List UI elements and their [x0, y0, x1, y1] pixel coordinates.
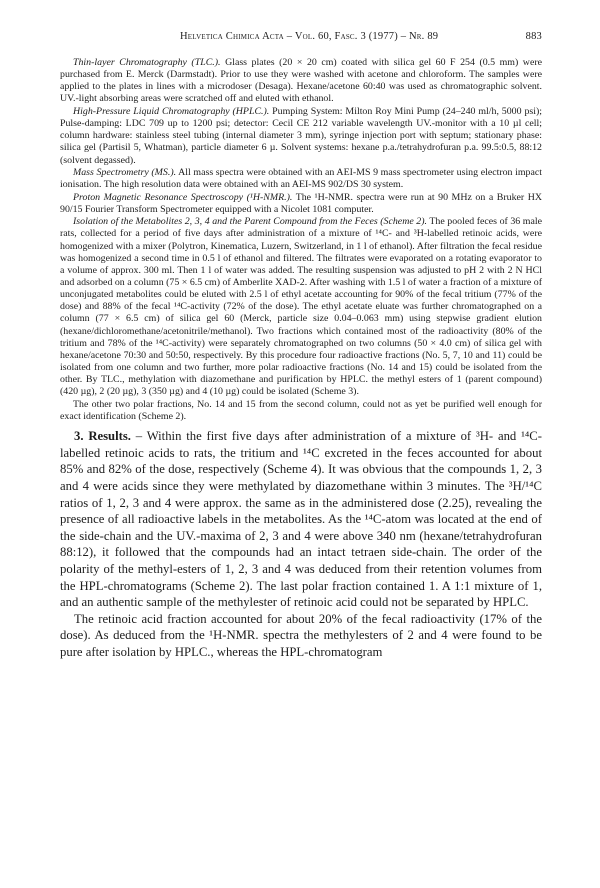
method-heading: High-Pressure Liquid Chromatography (HPLC.). [73, 105, 270, 117]
method-heading: Proton Magnetic Resonance Spectroscopy (¹H-NMR.). [73, 191, 293, 203]
method-heading: Mass Spectrometry (MS.). [73, 167, 177, 178]
method-text: All mass spectra were obtained with an AEI-MS 9 mass spectrometer using electron impact ionisation. The high resolution data were obtained with an AEI-MS 902/DS 30 system. [60, 167, 542, 191]
page-header [60, 31, 542, 45]
results-section [60, 428, 542, 660]
method-heading: Thin-layer Chromatography (TLC.). [73, 57, 221, 68]
results-text: The retinoic acid fraction accounted for about 20% of the fecal radioactivity (17% of the dose). As deduced from the ¹H-NMR. spectra the methylesters of 2 and 4 were found to be pure after isolation by HPLC., whereas the HPL-chromatogram [60, 611, 542, 659]
experimental-methods [60, 57, 542, 423]
method-paragraph-nmr [60, 192, 542, 216]
results-paragraph [60, 428, 542, 611]
method-paragraph-tlc [60, 57, 542, 106]
results-paragraph-retinoic-fraction [60, 611, 542, 661]
running-head: Helvetica Chimica Acta – Vol. 60, Fasc. 3 (1977) – Nr. 89 [180, 31, 439, 42]
method-text: The ¹H-NMR. spectra were run at 90 MHz on a Bruker HX 90/15 Fourier Transform Spectrometer equipped with a Nicolet 1081 computer. [60, 191, 542, 215]
method-paragraph-ms [60, 167, 542, 191]
section-heading: 3. Results. [74, 429, 131, 444]
method-text: The pooled feces of 36 male rats, collected for a period of five days after administration of a mixture of ¹⁴C- and ³H-labelled retinoic acids, were homogenized with a mixer (Polytron, Kinematica, Luzern, Switzerland, in 1 l of ethanol). After filtration the fecal residue was homogenized a second time in 0.5 l of ethanol and filtered. The filtrates were evaporated on a rotating evaporator to a volume of approx. 300 ml. Then 1 l of water was added. The resulting suspension was adjusted to pH 2 with 2 N HCl and adsorbed on a column (75 × 6.5 cm) of Amberlite XAD-2. After washing with 1.5 l of water a fraction of a mixture of unconjugated metabolites could be eluted with 2.5 l of ethyl acetate accounting for 90% of the fecal tritium (77% of the dose) and 88% of the fecal ¹⁴C-activity (72% of the dose). The ethyl acetate eluate was further chromatographed on a column (77 × 6.5 cm) of silica gel 60 (Merck, particle size 0.04–0.063 mm) using stepwise gradient elution (hexane/dichloromethane/acetonitrile/methanol). Two fractions which contained most of the radioactivity (80% of the tritium and 78% of the ¹⁴C-activity) were separately chromatographed on two columns (50 × 4.0 cm) of silica gel with hexane/acetone 70:30 and 50:50, respectively. By this procedure four radioactive fractions (No. 5, 7, 10 and 11) could be isolated from one column and two further, more polar radioactive fractions (No. 14 and 15) could be isolated from the other. By TLC., methylation with diazomethane and purification by HPLC. the methyl esters of 1 (parent compound) (420 µg), 2 (20 µg), 3 (350 µg) and 4 (10 µg) could be isolated (Scheme 3). [60, 216, 542, 398]
method-paragraph-polar-fractions [60, 399, 542, 423]
method-paragraph-hplc [60, 106, 542, 167]
article-body [60, 57, 542, 660]
method-text: The other two polar fractions, No. 14 and 15 from the second column, could not as yet be purified well enough for exact identification (Scheme 2). [60, 398, 542, 423]
method-heading: Isolation of the Metabolites 2, 3, 4 and the Parent Compound from the Feces (Scheme 2). [73, 216, 427, 228]
method-text: Pumping System: Milton Roy Mini Pump (24–240 ml/h, 5000 psi); Pulse-damping: LDC 709 up to 1200 psi; detector: Cecil CE 212 variable wavelength UV.-monitor with a 10 µl cell; column hardware: stainless steel tubing (internal diameter 3 mm), syringe injection port with septum; stationary phase: silica gel (Partisil 5, Whatman), particle diameter 6 µ. Solvent systems: hexane p.a./tetrahydrofuran p.a. 99.5:0.5, 88:12 (solvent degassed). [60, 105, 543, 166]
method-text: Glass plates (20 × 20 cm) coated with silica gel 60 F 254 (0.5 mm) were purchased from E. Merck (Darmstadt). Prior to use they were washed with acetone and chloroform. The samples were applied to the plates in lines with a microdoser (Desaga). Hexane/acetone 60:40 was used as chromatographic solvent. UV.-light absorbing areas were scratched off and eluted with ethanol. [60, 57, 542, 105]
results-text: – Within the first five days after administration of a mixture of ³H- and ¹⁴C-labelled retinoic acids to rats, the tritium and ¹⁴C excreted in the feces accounted for about 85% and 82% of the dose, respectively (Scheme 4). It was obvious that the compounds 1, 2, 3 and 4 were acids since they were methylated by diazomethane within 3 minutes. The ³H/¹⁴C ratios of 1, 2, 3 and 4 were approx. the same as in the administered dose (2.25), revealing the presence of all radioactive labels in the metabolites. As the ¹⁴C-atom was located at the end of the side-chain and the UV.-maxima of 2, 3 and 4 were above 340 nm (hexane/tetrahydrofuran 88:12), it followed that the compounds had an intact tetraen side-chain. The order of the polarity of the methyl-esters of 1, 2, 3 and 4 was deduced from their retention volumes from the HPL-chromatograms (Scheme 2). The last polar fraction contained 1. A 1:1 mixture of 1, and an authentic sample of the methylester of retinoic acid could not be separated by HPLC. [60, 429, 542, 610]
method-paragraph-isolation [60, 216, 542, 398]
page-number: 883 [525, 31, 542, 42]
